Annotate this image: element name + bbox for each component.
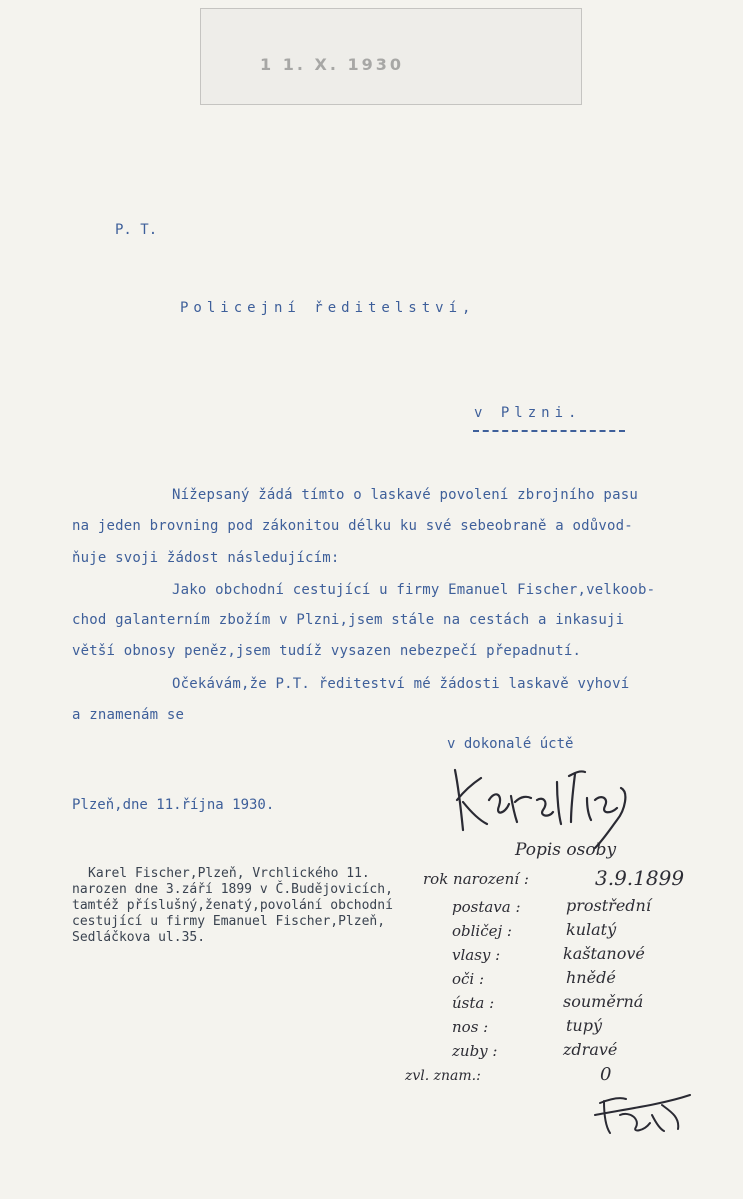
body-line: ňuje svoji žádost následujícím: <box>72 550 340 566</box>
body-line: Očekávám,že P.T. řediteství mé žádosti laskavě vyhoví <box>172 676 630 692</box>
body-line: na jeden brovning pod zákonitou délku ku své sebeobraně a odůvod- <box>72 518 633 534</box>
closing: v dokonalé úctě <box>447 736 574 752</box>
salutation: P. T. <box>115 222 158 238</box>
body-line: Nížepsaný žádá tímto o laskavé povolení zbrojního pasu <box>172 487 638 503</box>
applicant-info-line: cestující u firmy Emanuel Fischer,Plzeň, <box>72 914 386 929</box>
body-line: chod galanterním zbožím v Plzni,jsem stále na cestách a inkasuji <box>72 612 625 628</box>
description-label: zvl. znam.: <box>405 1068 481 1084</box>
description-label: zuby : <box>452 1042 498 1060</box>
description-value: souměrná <box>563 992 644 1011</box>
description-value: prostřední <box>566 896 651 915</box>
body-line: větší obnosy peněz,jsem tudíž vysazen nebezpečí přepadnutí. <box>72 643 582 659</box>
body-line: a znamenám se <box>72 707 185 723</box>
place-date: Plzeň,dne 11.října 1930. <box>72 797 275 813</box>
applicant-info-line: Karel Fischer,Plzeň, Vrchlického 11. <box>88 866 370 881</box>
description-label: oči : <box>452 970 485 988</box>
description-label: vlasy : <box>452 946 501 964</box>
underline-rule <box>473 430 625 432</box>
stamp-date: 1 1. X. 1930 <box>260 55 404 74</box>
applicant-info-line: narozen dne 3.září 1899 v Č.Budějovicích, <box>72 882 393 897</box>
description-value: 3.9.1899 <box>595 866 685 890</box>
description-label: ústa : <box>452 994 495 1012</box>
official-signature <box>590 1075 700 1145</box>
addressee: Policejní ředitelství, <box>180 300 476 316</box>
description-value: kulatý <box>566 920 617 939</box>
description-value: 0 <box>600 1064 612 1085</box>
applicant-info-line: tamtéž příslušný,ženatý,povolání obchodní <box>72 898 393 913</box>
description-value: kaštanové <box>563 944 645 963</box>
applicant-info-line: Sedláčkova ul.35. <box>72 930 206 945</box>
location: v Plzni. <box>474 405 582 421</box>
description-value: zdravé <box>563 1040 618 1059</box>
description-label: obličej : <box>452 922 512 940</box>
description-value: hnědé <box>566 968 616 987</box>
description-heading: Popis osoby <box>515 840 617 860</box>
body-line: Jako obchodní cestující u firmy Emanuel Fischer,velkoob- <box>172 582 656 598</box>
description-label: nos : <box>452 1018 489 1036</box>
description-label: postava : <box>452 898 521 916</box>
description-value: tupý <box>566 1016 603 1035</box>
description-label: rok narození : <box>423 870 529 888</box>
